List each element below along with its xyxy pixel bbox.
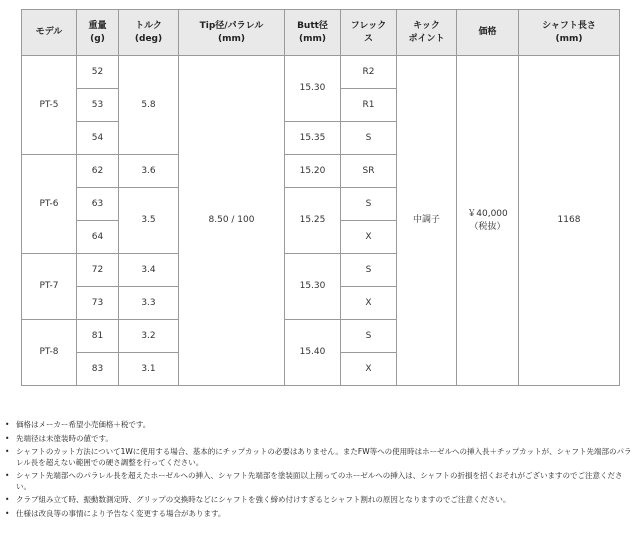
header-flex bbox=[341, 10, 397, 56]
notes-list bbox=[4, 420, 634, 522]
flex-cell: X bbox=[341, 221, 397, 254]
torque-cell: 3.5 bbox=[119, 188, 179, 254]
bullet-icon: • bbox=[5, 433, 10, 443]
header-weight bbox=[77, 10, 119, 56]
note-item bbox=[4, 434, 634, 445]
torque-cell: 3.4 bbox=[119, 254, 179, 287]
model-cell: PT-8 bbox=[22, 320, 77, 386]
header-price bbox=[457, 10, 519, 56]
header-model bbox=[22, 10, 77, 56]
tip-parallel-cell: 8.50 / 100 bbox=[179, 56, 285, 386]
bullet-icon: • bbox=[5, 495, 10, 504]
flex-cell: X bbox=[341, 353, 397, 386]
header-torque-text: トルク (deg) bbox=[134, 20, 163, 44]
note-text: 仕様は改良等の事情により予告なく変更する場合があります。 bbox=[16, 508, 226, 518]
butt-cell: 15.35 bbox=[285, 122, 341, 155]
header-row bbox=[22, 10, 620, 56]
weight-cell: 53 bbox=[77, 89, 119, 122]
header-flex-text: フレック ス bbox=[350, 20, 387, 44]
header-butt-text: Butt径 (mm) bbox=[297, 20, 328, 44]
flex-cell: S bbox=[341, 188, 397, 221]
model-cell: PT-6 bbox=[22, 155, 77, 254]
butt-cell: 15.30 bbox=[285, 56, 341, 122]
header-kick-point bbox=[397, 10, 457, 56]
torque-cell: 3.1 bbox=[119, 353, 179, 386]
bullet-icon: • bbox=[5, 420, 10, 429]
note-item bbox=[4, 509, 634, 520]
flex-cell: R2 bbox=[341, 56, 397, 89]
note-text: シャフトのカット方法について1Wに使用する場合、基本的にチップカットの必要はありません。またFW等への使用時はホーゼルへの挿入長＋チップカットが、シャフト先端部のパラレル長を超えない範囲での硬さ調整を行ってください。 bbox=[16, 447, 632, 467]
header-butt bbox=[285, 10, 341, 56]
table-row bbox=[22, 56, 620, 89]
flex-cell: SR bbox=[341, 155, 397, 188]
flex-cell: X bbox=[341, 287, 397, 320]
note-text: 先端径は未塗装時の値です。 bbox=[16, 433, 113, 443]
butt-cell: 15.25 bbox=[285, 188, 341, 254]
spec-table bbox=[21, 9, 620, 386]
header-tip-parallel bbox=[179, 10, 285, 56]
torque-cell: 5.8 bbox=[119, 56, 179, 155]
header-shaft-length bbox=[519, 10, 620, 56]
flex-cell: R1 bbox=[341, 89, 397, 122]
header-weight-text: 重量 (g) bbox=[88, 20, 107, 44]
bullet-icon: • bbox=[5, 508, 10, 518]
note-item bbox=[4, 495, 634, 506]
flex-cell: S bbox=[341, 254, 397, 287]
model-cell: PT-5 bbox=[22, 56, 77, 155]
note-text: シャフト先端部へのパラレル長を超えたホーゼルへの挿入、シャフト先端部を塗装面以上削ってのホーゼルへの挿入は、シャフトの折損を招くおそれがございますのでご注意ください。 bbox=[16, 471, 623, 491]
bullet-icon: • bbox=[5, 471, 10, 480]
weight-cell: 62 bbox=[77, 155, 119, 188]
butt-cell: 15.40 bbox=[285, 320, 341, 386]
torque-cell: 3.6 bbox=[119, 155, 179, 188]
flex-cell: S bbox=[341, 122, 397, 155]
bullet-icon: • bbox=[5, 447, 10, 456]
header-tip-parallel-text: Tip径/パラレル (mm) bbox=[199, 20, 264, 44]
note-text: 価格はメーカー希望小売価格＋税です。 bbox=[16, 420, 151, 429]
note-text: クラブ組み立て時、振動数測定時、グリップの交換時などにシャフトを強く締め付けすぎるとシャフト割れの原因となりますのでご注意ください。 bbox=[16, 495, 511, 504]
butt-cell: 15.30 bbox=[285, 254, 341, 320]
weight-cell: 81 bbox=[77, 320, 119, 353]
header-price-text: 価格 bbox=[478, 27, 497, 37]
torque-cell: 3.2 bbox=[119, 320, 179, 353]
butt-cell: 15.20 bbox=[285, 155, 341, 188]
header-shaft-length-text: シャフト長さ (mm) bbox=[542, 20, 596, 44]
weight-cell: 54 bbox=[77, 122, 119, 155]
weight-cell: 64 bbox=[77, 221, 119, 254]
weight-cell: 73 bbox=[77, 287, 119, 320]
price-value: ￥40,000 bbox=[467, 208, 508, 219]
note-item bbox=[4, 420, 634, 431]
note-item bbox=[4, 447, 634, 468]
weight-cell: 52 bbox=[77, 56, 119, 89]
kick-point-cell: 中調子 bbox=[397, 56, 457, 386]
flex-cell: S bbox=[341, 320, 397, 353]
weight-cell: 83 bbox=[77, 353, 119, 386]
torque-cell: 3.3 bbox=[119, 287, 179, 320]
header-kick-point-text: キック ポイント bbox=[408, 20, 445, 44]
model-cell: PT-7 bbox=[22, 254, 77, 320]
note-item bbox=[4, 471, 634, 492]
price-tax-note: （税抜） bbox=[469, 221, 506, 232]
header-model-text: モデル bbox=[35, 27, 63, 37]
shaft-length-cell: 1168 bbox=[519, 56, 620, 386]
weight-cell: 63 bbox=[77, 188, 119, 221]
weight-cell: 72 bbox=[77, 254, 119, 287]
price-cell bbox=[457, 56, 519, 386]
header-torque bbox=[119, 10, 179, 56]
